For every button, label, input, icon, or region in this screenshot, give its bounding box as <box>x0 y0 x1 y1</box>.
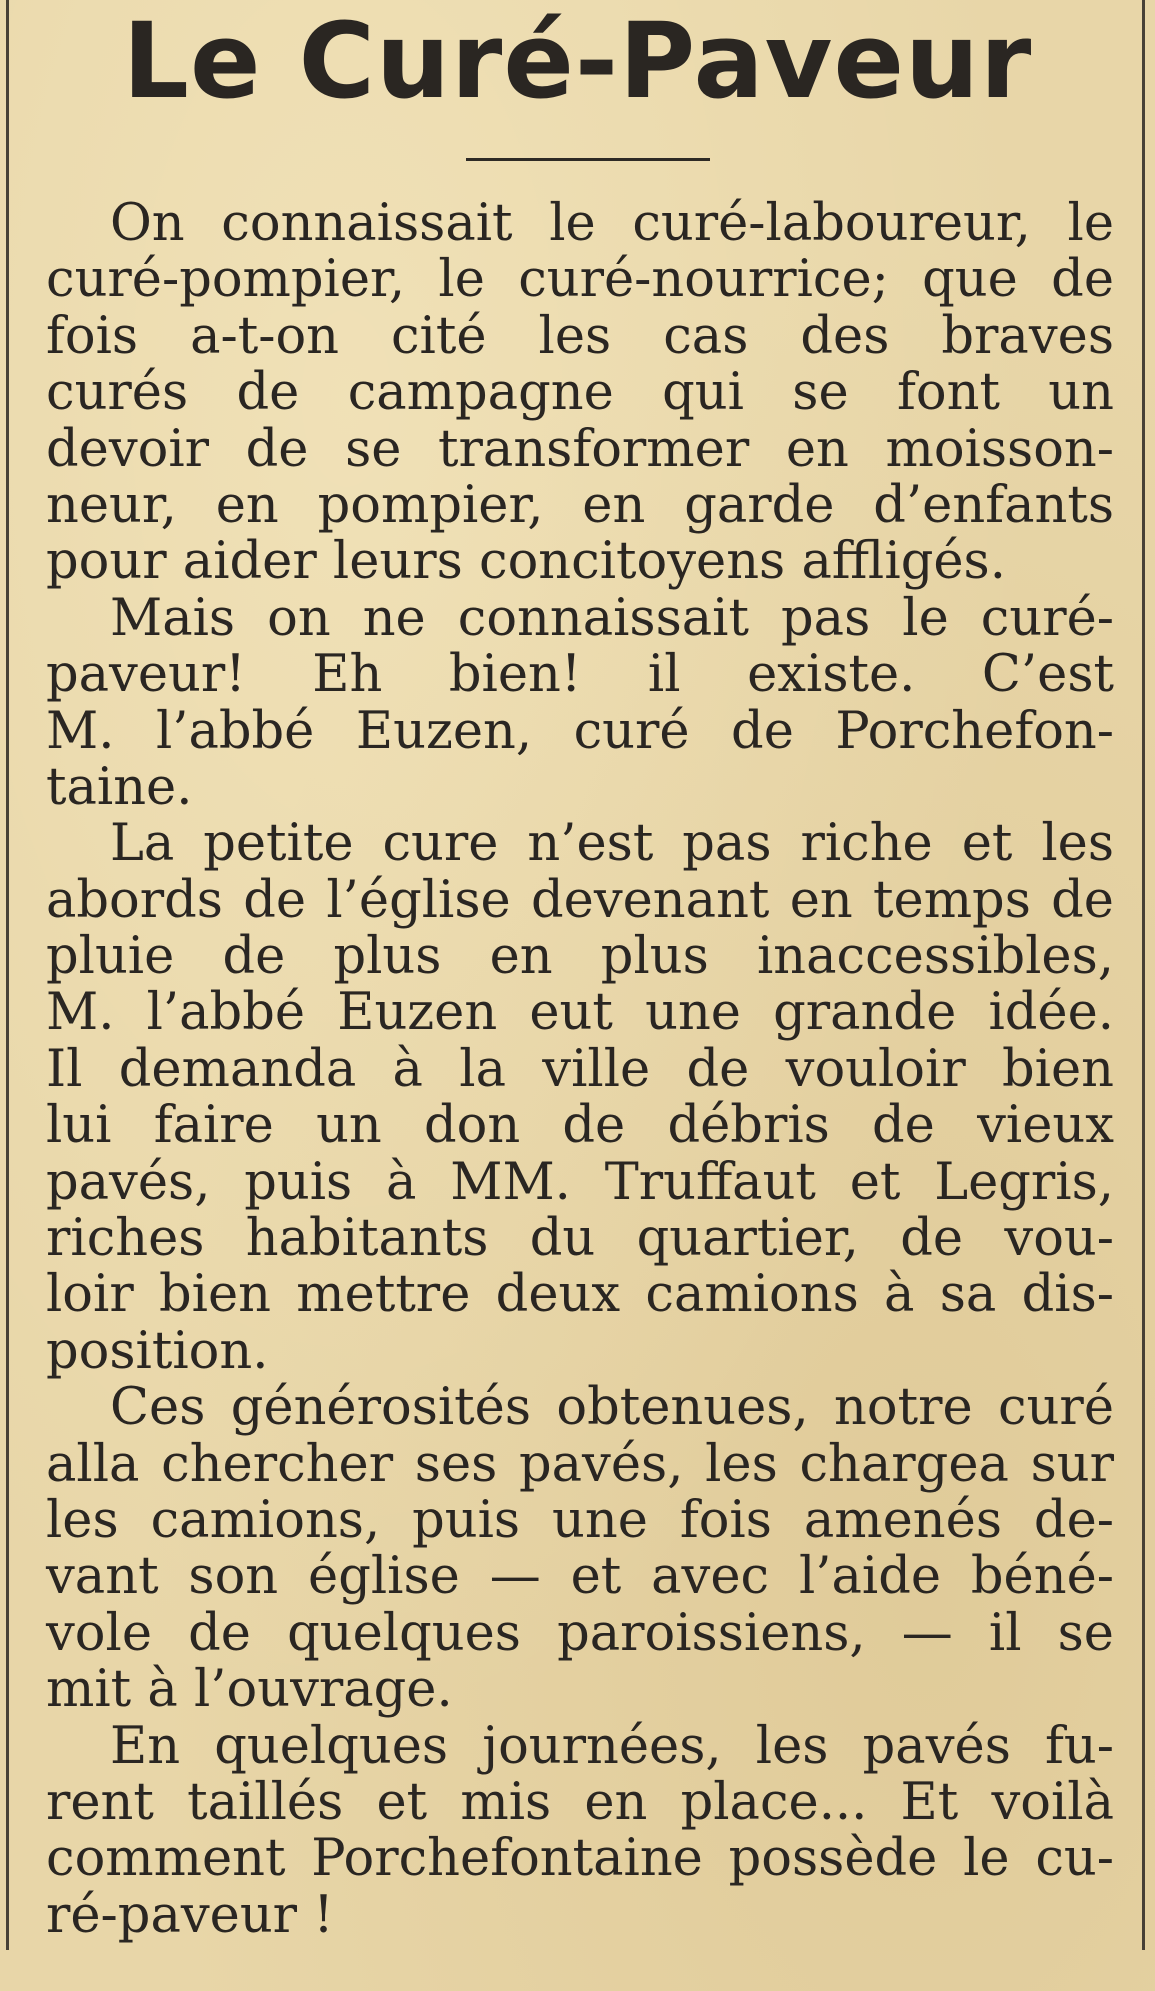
text-line: Mais on ne connaissait pas le curé- <box>110 588 1114 648</box>
right-column-rule <box>1142 0 1145 1950</box>
text-line: lui faire un don de débris de vieux <box>46 1096 1114 1156</box>
text-line: M. l’abbé Euzen, curé de Porchefon- <box>46 701 1114 761</box>
text-line: taine. <box>46 757 193 817</box>
text-line: riches habitants du quartier, de vou- <box>46 1209 1114 1269</box>
text-line: pluie de plus en plus inaccessibles, <box>46 927 1114 987</box>
title-divider <box>466 158 710 161</box>
text-line: abords de l’église devenant en temps de <box>46 870 1114 930</box>
text-line: position. <box>46 1321 269 1381</box>
text-line: loir bien mettre deux camions à sa dis- <box>46 1265 1114 1325</box>
text-line: devoir de se transformer en moisson- <box>46 419 1114 479</box>
text-line: ré-paveur ! <box>46 1885 334 1945</box>
text-line: neur, en pompier, en garde d’enfants <box>46 475 1114 535</box>
article-body <box>46 196 1114 1944</box>
text-line: fois a-t-on cité les cas des braves <box>46 306 1114 366</box>
text-line: On connaissait le curé-laboureur, le <box>110 194 1114 253</box>
text-line: En quelques journées, les pavés fu- <box>110 1716 1114 1776</box>
text-line: paveur! Eh bien! il existe. C’est <box>46 645 1114 705</box>
text-line: curé-pompier, le curé-nourrice; que de <box>46 250 1114 310</box>
text-line: La petite cure n’est pas riche et les <box>110 814 1114 874</box>
text-line: comment Porchefontaine possède le cu- <box>46 1829 1114 1889</box>
text-line: M. l’abbé Euzen eut une grande idée. <box>46 983 1114 1043</box>
text-line: vole de quelques paroissiens, — il se <box>46 1603 1114 1663</box>
text-line: pour aider leurs concitoyens affligés. <box>46 532 1006 592</box>
text-line: mit à l’ouvrage. <box>46 1660 453 1720</box>
text-line: rent taillés et mis en place... Et voilà <box>46 1772 1114 1832</box>
left-column-rule <box>6 0 9 1950</box>
text-line: vant son église — et avec l’aide béné- <box>46 1547 1114 1607</box>
text-line: les camions, puis une fois amenés de- <box>46 1490 1114 1550</box>
text-line: Ces générosités obtenues, notre curé <box>110 1378 1114 1438</box>
text-line: Il demanda à la ville de vouloir bien <box>46 1039 1114 1099</box>
text-line: pavés, puis à MM. Truffaut et Legris, <box>46 1152 1114 1212</box>
text-line: alla chercher ses pavés, les chargea sur <box>46 1434 1114 1494</box>
article-title: Le Curé-Paveur <box>122 0 1033 122</box>
text-line: curés de campagne qui se font un <box>46 363 1114 423</box>
